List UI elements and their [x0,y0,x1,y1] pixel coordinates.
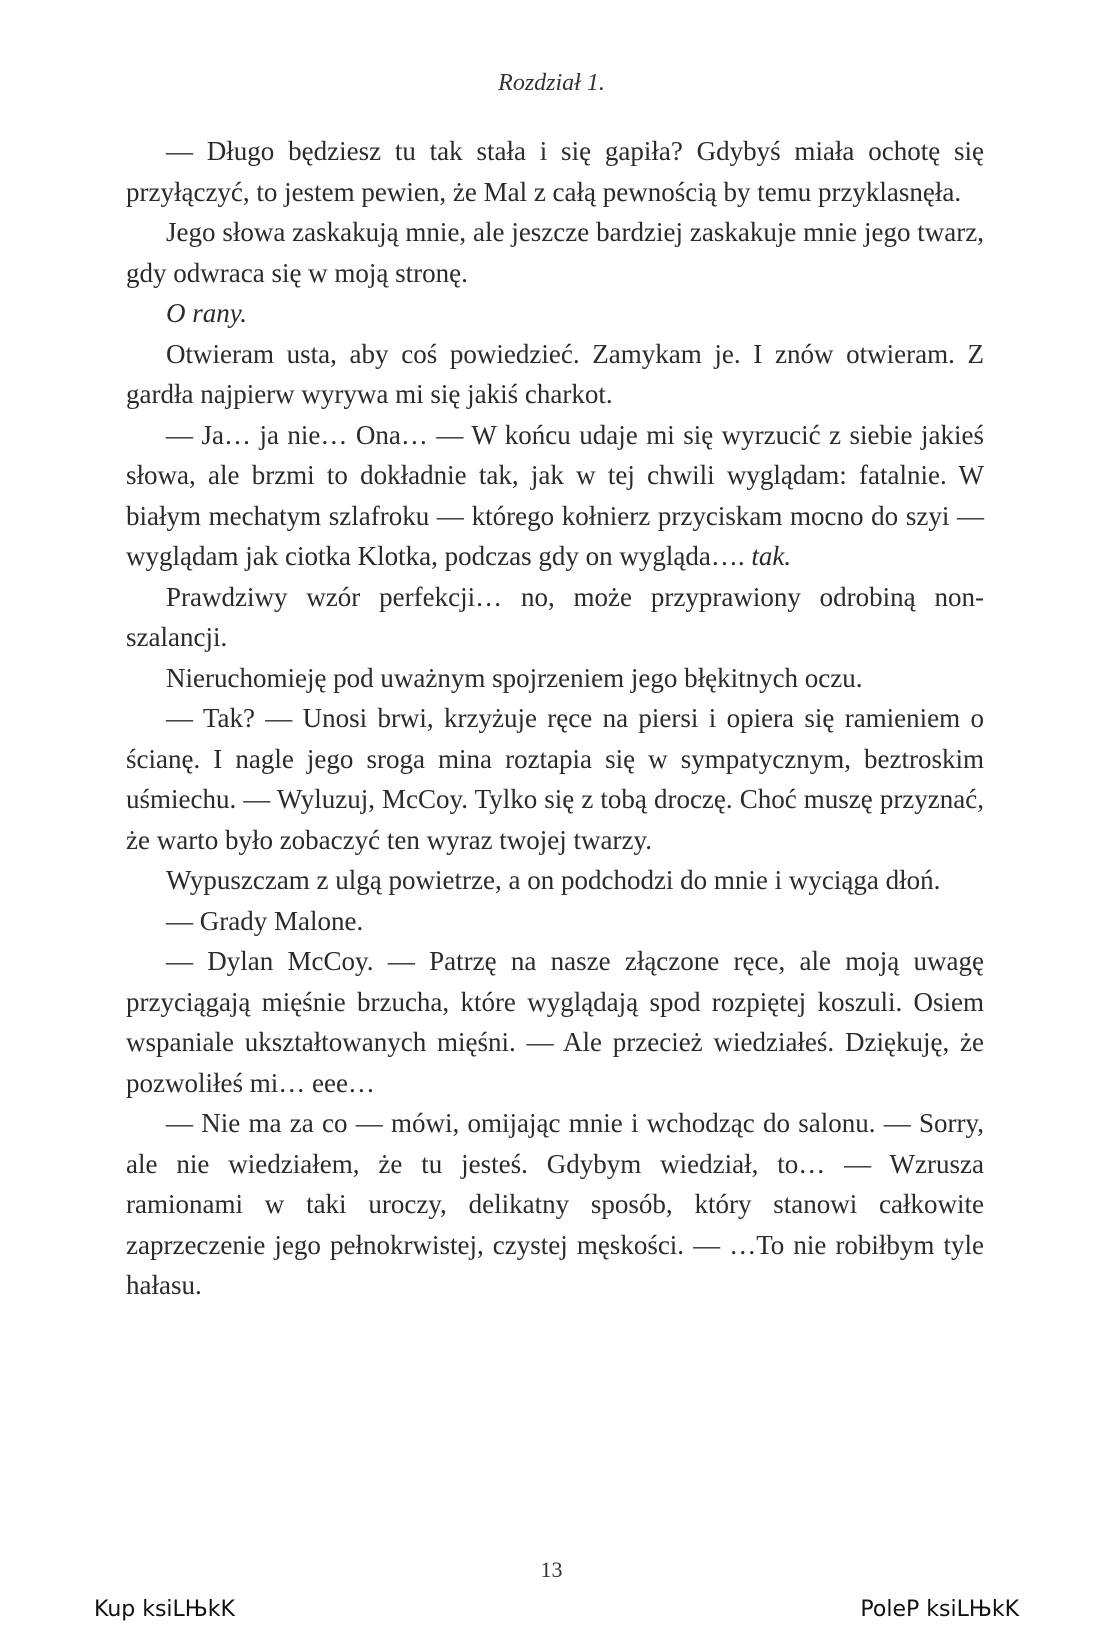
chapter-header: Rozdział 1. [498,70,605,96]
page-number: 13 [540,1557,563,1582]
paragraph: — Długo będziesz tu tak stała i się gapiła? Gdybyś miała ochotę się przyłączyć, to jestem pewien, że Mal z całą pewnością by temu przyklasnęła. [126,136,984,207]
paragraph-text-plain: — Ja… ja nie… Ona… — W końcu udaje mi się wyrzucić z siebie jakieś słowa, ale brzmi to dokładnie tak, jak w tej chwili wyglądam: fatalnie. W białym mechatym szlafroku — którego kołnierz przyciskam mocno do szyi — wyglądam jak ciotka Klotka, podczas gdy on wygląda…. [126,419,984,571]
paragraph: Wypuszczam z ulgą powietrze, a on podchodzi do mnie i wyciąga dłoń. [166,865,941,895]
paragraph: — Grady Malone. [166,905,364,936]
paragraph-text [126,420,984,572]
paragraph: — Nie ma za co — mówi, omijając mnie i wchodząc do salonu. — Sorry, ale nie wiedziałem, że tu jesteś. Gdybym wiedział, to… — Wzrusza ramionami w taki uroczy, delikatny sposób, który stanowi całkowite zaprzeczenie jego pełnokrwistej, czystej męskości. — …To nie robiłbym tyle hałasu. [126,1108,984,1300]
paragraph: Otwieram usta, aby coś powiedzieć. Zamykam je. I znów otwieram. Z gardła najpierw wyrywa mi się jakiś charkot. [126,338,984,409]
paragraph-italic [126,293,984,334]
paragraph: Prawdziwy wzór perfekcji… no, może przyprawiony odrobiną nonszalancji. [126,581,984,652]
footer-buy-book-link[interactable]: Kup ksiLЊkK [94,1597,235,1622]
paragraph [126,415,984,577]
paragraph: Jego słowa zaskakują mnie, ale jeszcze bardziej zaskakuje mnie jego twarz, gdy odwraca się w moją stronę. [126,217,984,288]
paragraph: Nieruchomieję pod uważnym spojrzeniem jego błękitnych oczu. [166,662,863,693]
italic-text: O rany. [166,298,247,328]
paragraph: — Tak? — Unosi brwi, krzyżuje ręce na piersi i opiera się ramieniem o ścianę. I nagle jego sroga mina roztapia się w sympatycznym, beztroskim uśmiechu. — Wyluzuj, McCoy. Tylko się z tobą droczę. Choć muszę przyznać, że warto było zobaczyć ten wyraz twojej twarzy. [126,703,984,855]
body-text [126,131,984,1306]
footer-recommend-book-link[interactable]: PoleP ksiLЊkK [860,1597,1019,1622]
italic-text: tak. [751,541,792,571]
paragraph: — Dylan McCoy. — Patrzę na nasze złączone ręce, ale moją uwagę przyciągają mięśnie brzucha, które wyglądają spod rozpiętej koszuli. Osiem wspaniale ukształtowanych mięśni. — Ale przecież wiedziałeś. Dziękuję, że pozwoliłeś mi… eee… [126,946,984,1098]
